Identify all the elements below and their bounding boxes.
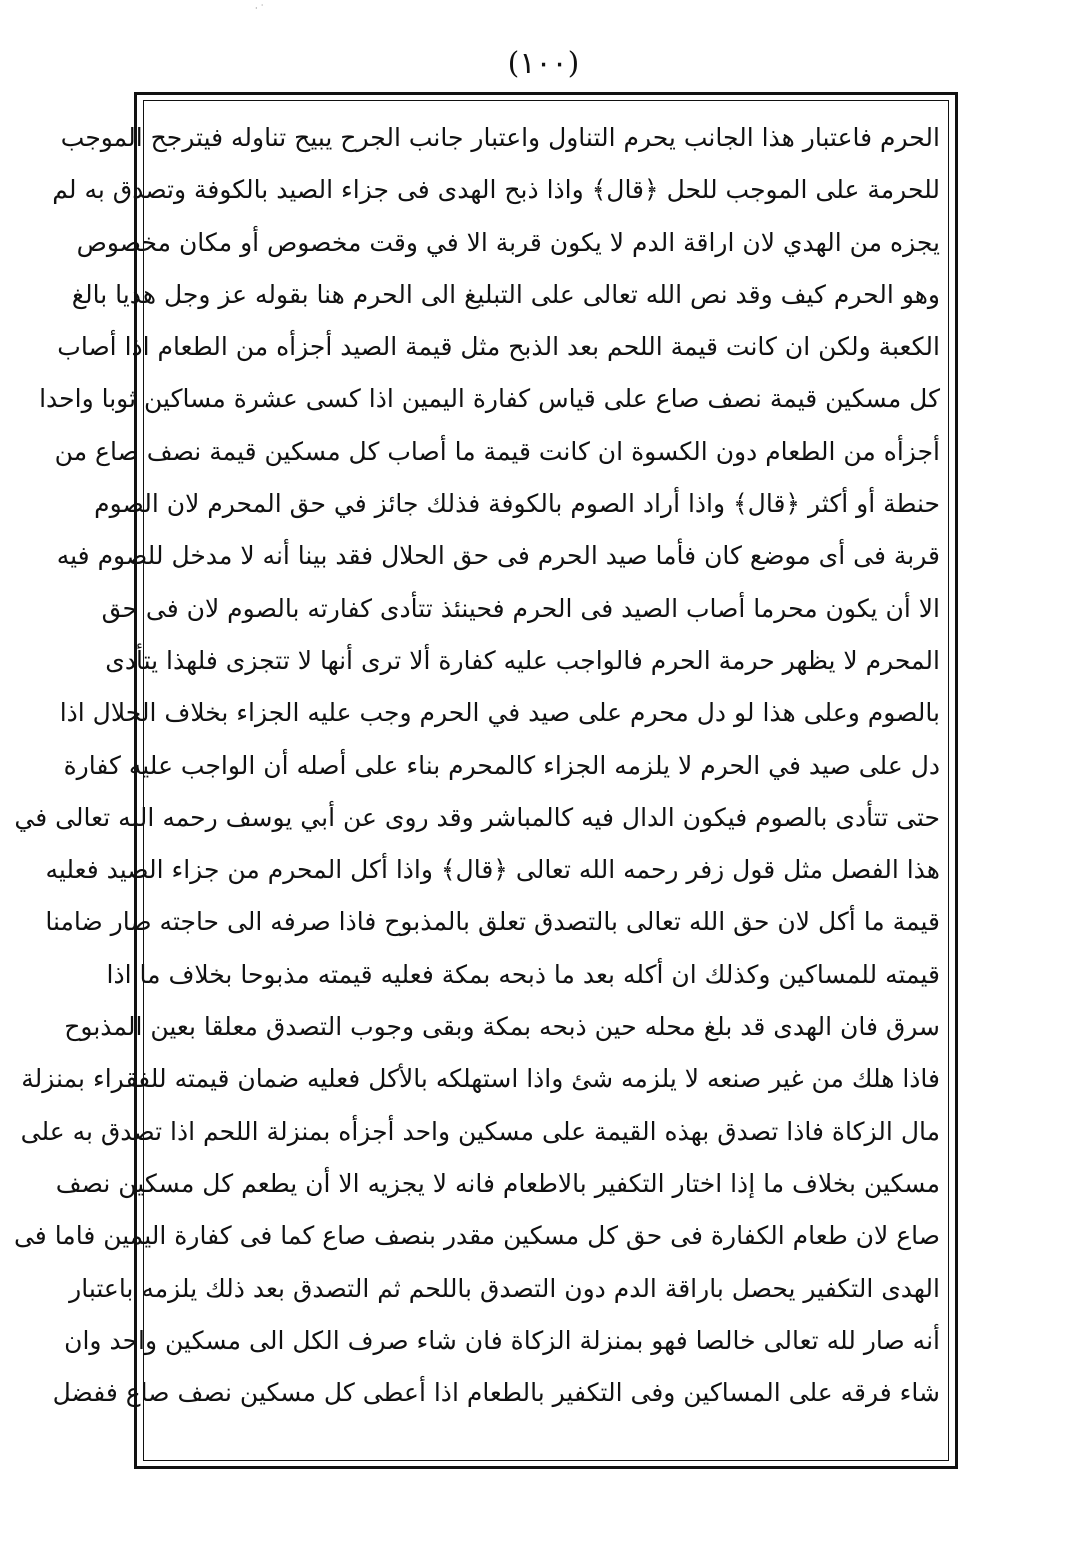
text-line: الهدى التكفير يحصل باراقة الدم دون التصدق باللحم ثم التصدق بعد ذلك يلزمه باعتبار: [69, 1273, 940, 1303]
text-line: قيمة ما أكل لان حق الله تعالى بالتصدق تعلق بالمذبوح فاذا صرفه الى حاجته صار ضامنا: [45, 907, 940, 937]
text-line: أجزأه من الطعام دون الكسوة ان كانت قيمة ما أصاب كل مسكين قيمة نصف صاع من: [54, 436, 940, 466]
body-text: [13, 112, 940, 1452]
text-line: الحرم فاعتبار هذا الجانب يحرم التناول واعتبار جانب الجرح يبيح تناوله فيترجح الموجب: [60, 123, 940, 152]
text-line: للحرمة على الموجب للحل ﴿قال﴾ واذا ذبح الهدى فى جزاء الصيد بالكوفة وتصدق به لم: [52, 175, 940, 205]
text-line: فاذا هلك من غير صنعه لا يلزمه شئ واذا استهلكه بالأكل فعليه ضمان قيمته للفقراء بمنزلة: [21, 1064, 940, 1094]
text-line: كل مسكين قيمة نصف صاع على قياس كفارة اليمين اذا كسى عشرة مساكين ثوبا واحدا: [39, 384, 940, 414]
text-line: بالصوم وعلى هذا لو دل محرم على صيد في الحرم وجب عليه الجزاء بخلاف الحلال اذا: [59, 698, 940, 728]
text-line: وهو الحرم كيف وقد نص الله تعالى على التبليغ الى الحرم هنا بقوله عز وجل هديا بالغ: [71, 279, 940, 309]
text-line: مال الزكاة فاذا تصدق بهذه القيمة على مسكين واحد أجزأه بمنزلة اللحم اذا تصدق به على: [20, 1116, 940, 1146]
text-line: شاء فرقه على المساكين وفى التكفير بالطعام اذا أعطى كل مسكين نصف صاع ففضل: [52, 1378, 940, 1408]
text-line: دل على صيد في الحرم لا يلزمه الجزاء كالمحرم بناء على أصله أن الواجب عليه كفارة: [63, 750, 940, 780]
text-line: حتى تتأدى بالصوم فيكون الدال فيه كالمباشر وقد روى عن أبي يوسف رحمه الله تعالى في: [14, 802, 940, 832]
text-line: سرق فان الهدى قد بلغ محله حين ذبحه بمكة وبقى وجوب التصدق معلقا بعين المذبوح: [64, 1012, 940, 1042]
text-line: مسكين بخلاف ما إذا اختار التكفير بالاطعام فانه لا يجزيه الا أن يطعم كل مسكين نصف: [55, 1168, 940, 1198]
text-line: قيمته للمساكين وكذلك ان أكله بعد ما ذبحه بمكة فعليه قيمته مذبوحا بخلاف ما اذا: [106, 959, 940, 989]
text-line: صاع لان طعام الكفارة فى حق كل مسكين مقدر بنصف صاع كما فى كفارة اليمين فاما فى: [13, 1221, 940, 1251]
text-line: هذا الفصل مثل قول زفر رحمه الله تعالى ﴿قال﴾ واذا أكل المحرم من جزاء الصيد فعليه: [45, 855, 940, 885]
text-line: أنه صار لله تعالى خالصا فهو بمنزلة الزكاة فان شاء صرف الكل الى مسكين واحد وان: [64, 1325, 940, 1355]
text-line: قربة فى أى موضع كان فأما صيد الحرم فى حق الحلال فقد بينا أنه لا مدخل للصوم فيه: [56, 541, 940, 571]
page-number: (١٠٠): [507, 46, 580, 81]
text-line: حنطة أو أكثر ﴿قال﴾ واذا أراد الصوم بالكوفة فذلك جائز في حق المحرم لان الصوم: [94, 489, 940, 519]
text-line: الا أن يكون محرما أصاب الصيد فى الحرم فحينئذ تتأدى كفارته بالصوم لان فى حق: [101, 593, 940, 623]
text-line: الكعبة ولكن ان كانت قيمة اللحم بعد الذبح مثل قيمة الصيد أجزأه من الطعام اذا أصاب: [57, 332, 940, 362]
scan-speck: · ˙: [255, 4, 265, 13]
text-line: يجزه من الهدي لان اراقة الدم لا يكون قربة الا في وقت مخصوص أو مكان مخصوص: [76, 227, 940, 257]
text-line: المحرم لا يظهر حرمة الحرم فالواجب عليه كفارة ألا ترى أنها لا تتجزى فلهذا يتأدى: [105, 645, 940, 675]
